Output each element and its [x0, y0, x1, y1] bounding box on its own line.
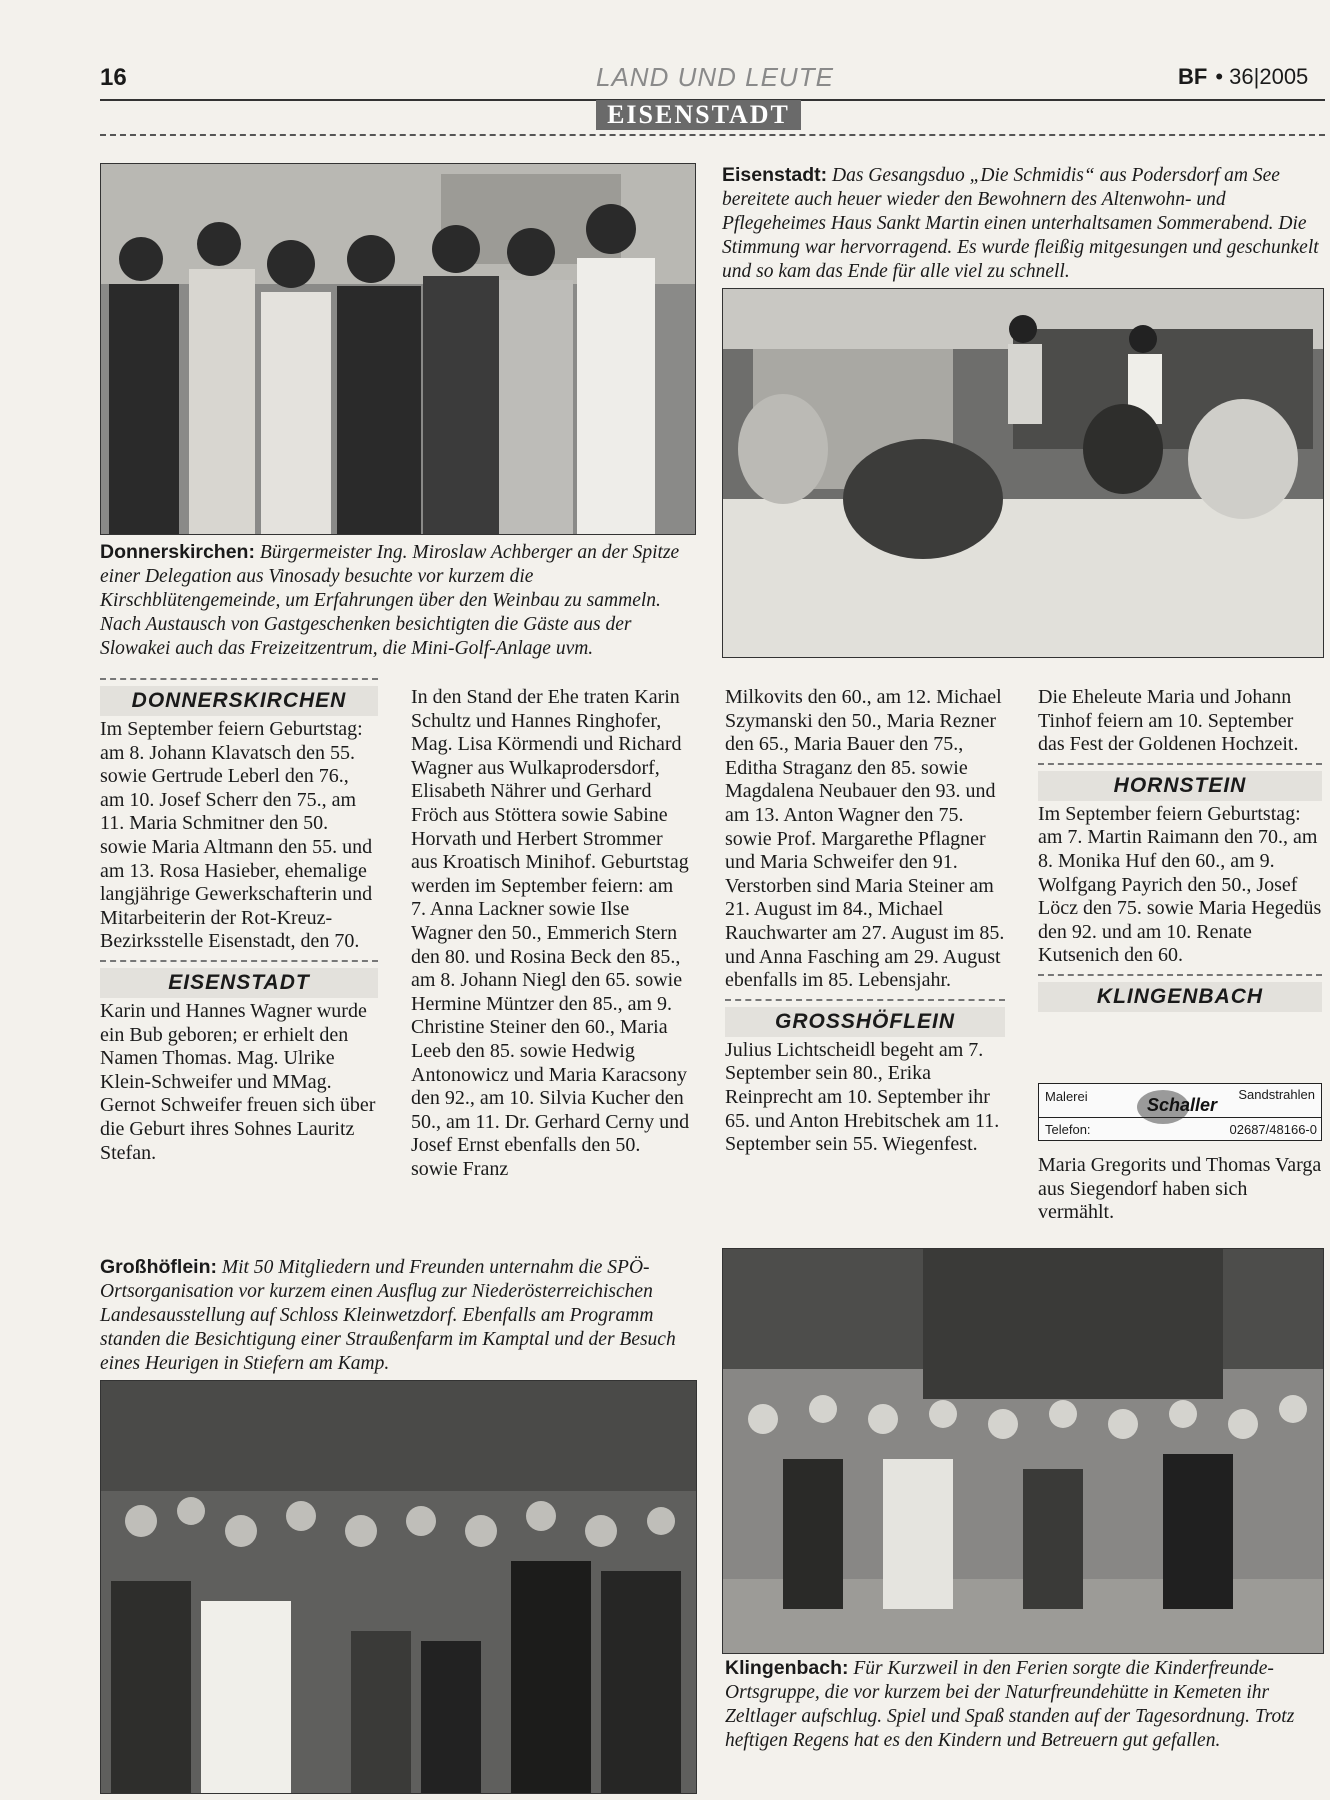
issue-number: 36|2005	[1229, 64, 1309, 89]
text-klingenbach: Maria Gregorits und Thomas Varga aus Siegendorf haben sich vermählt.	[1038, 1154, 1322, 1224]
ad-service-left: Malerei	[1045, 1089, 1088, 1104]
column-1	[100, 678, 378, 1165]
photo-donnerskirchen-delegation	[100, 163, 696, 535]
section-header-donnerskirchen: DONNERSKIRCHEN	[100, 678, 378, 712]
column-3	[725, 686, 1005, 1157]
caption-place: Klingenbach:	[725, 1657, 849, 1679]
text-eisenstadt-continued-2: Milkovits den 60., am 12. Michael Szymanski den 50., Maria Rezner den 65., Maria Bauer den 75., Editha Straganz den 85. sowie Magdalena Neubauer den 93. und am 13. Anton Wagner den 75. sowie Prof. Margarethe Pflagner und Maria Schweifer den 91. Verstorben sind Maria Steiner am 21. August im 84., Michael Rauchwarter am 27. August im 85. und Anna Fasching am 29. August ebenfalls im 85. Lebensjahr.	[725, 686, 1005, 992]
section-header-eisenstadt: EISENSTADT	[100, 960, 378, 994]
caption-text: Bürgermeister Ing. Miroslaw Achberger an der Spitze einer Delegation aus Vinosady besuchte vor kurzem die Kirschblütengemeinde, um Erfahrungen über den Weinbau zu sammeln. Nach Austausch von Gastgeschenken besichtigten die Gäste aus der Slowakei auch das Freizeitzentrum, die Mini-Golf-Anlage uvm.	[100, 542, 680, 659]
advertisement-schaller	[1038, 1083, 1322, 1141]
photo-klingenbach-camp	[722, 1248, 1324, 1654]
ad-service-right: Sandstrahlen	[1238, 1087, 1315, 1102]
caption-donnerskirchen	[100, 540, 700, 661]
text-grosshoeflein: Julius Lichtscheidl begeht am 7. September sein 80., Erika Reinprecht am 10. September ihr 65. und Anton Hrebitschek am 11. September sein 55. Wiegenfest.	[725, 1038, 1000, 1156]
photo-grosshoeflein-group	[100, 1380, 697, 1794]
caption-eisenstadt	[722, 163, 1322, 284]
photo-eisenstadt-concert	[722, 288, 1324, 658]
magazine-issue: BF • 36|2005	[1178, 64, 1309, 89]
region-bar: EISENSTADT	[596, 100, 801, 130]
magazine-name: BF	[1178, 64, 1208, 89]
column-2	[411, 686, 691, 1181]
section-title: LAND UND LEUTE	[596, 62, 834, 92]
ad-phone-label: Telefon:	[1045, 1122, 1091, 1137]
caption-grosshoeflein	[100, 1255, 695, 1376]
ad-phone-number: 02687/48166-0	[1229, 1122, 1317, 1137]
caption-klingenbach	[725, 1656, 1325, 1753]
ad-logo-text: Schaller	[1147, 1095, 1218, 1115]
caption-place: Eisenstadt:	[722, 164, 828, 186]
caption-place: Donnerskirchen:	[100, 541, 255, 563]
text-eisenstadt: Karin und Hannes Wagner wurde ein Bub geboren; er erhielt den Namen Thomas. Mag. Ulrike Klein-Schweifer und MMag. Gernot Schweifer freuen sich über die Geburt ihres Sohnes Lauritz Stefan.	[100, 999, 376, 1164]
caption-text: Mit 50 Mitgliedern und Freunden unternahm die SPÖ-Ortsorganisation vor kurzem einen Ausflug zur Niederösterreichischen Landesausstellung auf Schloss Kleinwetzdorf. Ebenfalls am Programm standen die Besichtigung einer Straußenfarm im Kamptal und der Besuch eines Heurigen in Stiefern am Kamp.	[100, 1257, 676, 1374]
klingenbach-text-block	[1038, 1154, 1322, 1225]
page-number: 16	[100, 64, 127, 91]
column-4	[1038, 686, 1322, 1014]
text-donnerskirchen: Im September feiern Geburtstag: am 8. Johann Klavatsch den 55. sowie Gertrude Leberl den 76., am 10. Josef Scherr den 75., am 11. Maria Schmitner den 50. sowie Maria Altmann den 55. und am 13. Rosa Hasieber, ehemalige langjährige Gewerkschafterin und Mitarbeiterin der Rot-Kreuz-Bezirksstelle Eisenstadt, den 70.	[100, 718, 373, 953]
ad-logo	[1137, 1090, 1217, 1124]
caption-text: Das Gesangsduo „Die Schmidis“ aus Podersdorf am See bereitete auch heuer wieder den Bewohnern des Altenwohn- und Pflegeheimes Haus Sankt Martin einen unterhaltsamen Sommerabend. Die Stimmung war hervorragend. Es wurde fleißig mitgesungen und geschunkelt und so kam das Ende für alle viel zu schnell.	[722, 165, 1319, 282]
text-hornstein: Im September feiern Geburtstag: am 7. Martin Raimann den 70., am 8. Monika Huf den 60., am 9. Wolfgang Payrich den 50., Josef Löcz den 75. sowie Maria Hegedüs den 92. und am 10. Renate Kutsenich den 60.	[1038, 802, 1322, 967]
section-header-hornstein: HORNSTEIN	[1038, 763, 1322, 797]
caption-text: Für Kurzweil in den Ferien sorgte die Kinderfreunde-Ortsgruppe, die vor kurzem bei der Naturfreundehütte in Kemeten ihr Zeltlager aufschlug. Spiel und Spaß standen auf der Tagesordnung. Trotz heftigen Regens hat es den Kindern und Betreuern gut gefallen.	[725, 1658, 1295, 1751]
header-dashed-rule	[100, 134, 1325, 136]
caption-place: Großhöflein:	[100, 1256, 217, 1278]
text-golden-wedding: Die Eheleute Maria und Johann Tinhof feiern am 10. September das Fest der Goldenen Hochzeit.	[1038, 686, 1299, 756]
section-header-klingenbach: KLINGENBACH	[1038, 974, 1322, 1008]
section-header-grosshoeflein: GROSSHÖFLEIN	[725, 999, 1005, 1033]
text-eisenstadt-continued: In den Stand der Ehe traten Karin Schultz und Hannes Ringhofer, Mag. Lisa Körmendi und Richard Wagner aus Wulkaprodersdorf, Elisabeth Nährer und Gerhard Fröch aus Stöttera sowie Sabine Horvath und Herbert Strommer aus Kroatisch Minihof. Geburtstag werden im September feiern: am 7. Anna Lackner sowie Ilse Wagner den 50., Emmerich Stern den 80. und Rosina Beck den 85., am 8. Johann Niegl den 65. sowie Hermine Müntzer den 85., am 9. Christine Steiner den 60., Maria Leeb den 85. sowie Hedwig Antonowicz und Maria Karacsony den 92., am 10. Silvia Kucher den 50., am 11. Dr. Gerhard Cerny und Josef Ernst ebenfalls den 50. sowie Franz	[411, 686, 690, 1180]
